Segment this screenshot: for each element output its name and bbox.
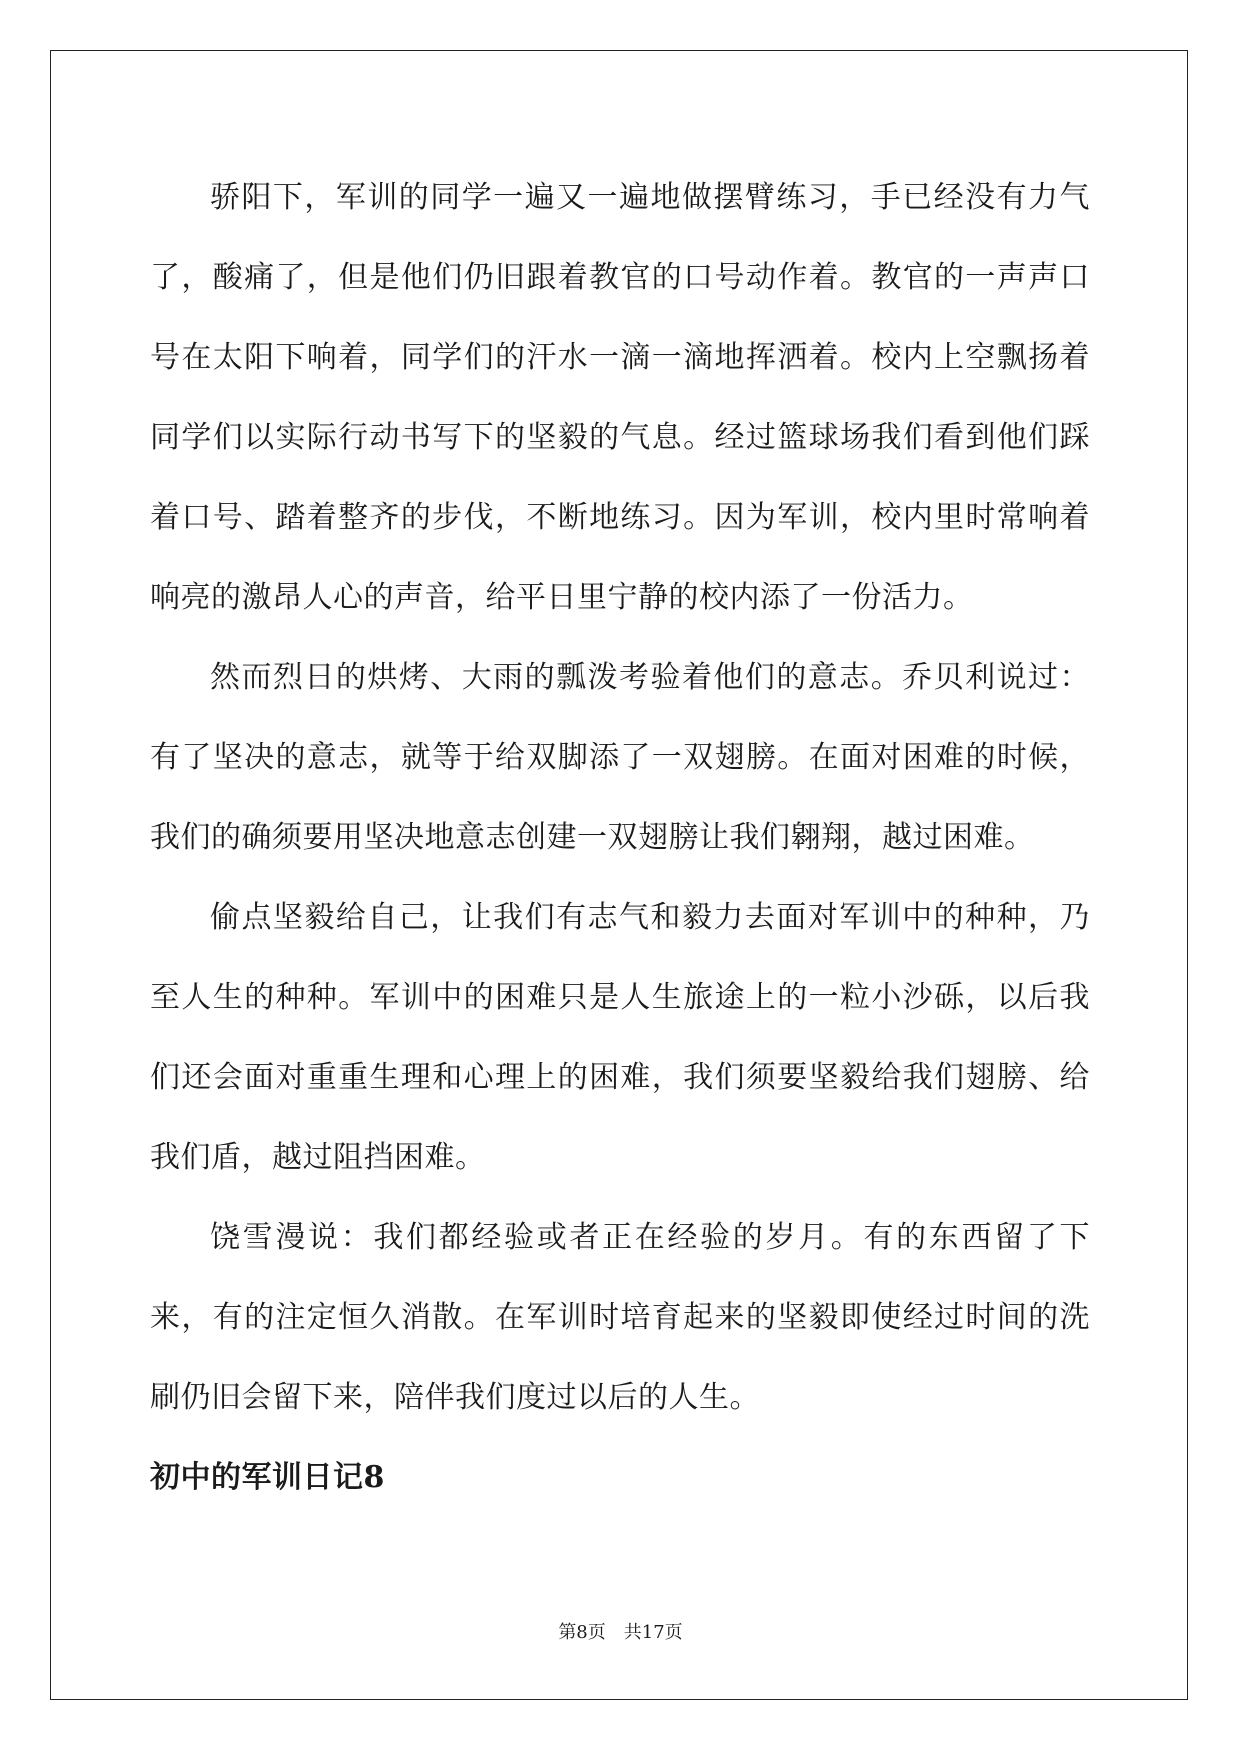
paragraph-2: 然而烈日的烘烤、大雨的瓢泼考验着他们的意志。乔贝利说过：有了坚决的意志，就等于给双脚添了一双翅膀。在面对困难的时候，我们的确须要用坚决地意志创建一双翅膀让我们翱翔，越过困难。	[150, 660, 1090, 855]
page-footer: 第8页 共17页	[558, 1622, 683, 1643]
paragraph-4: 饶雪漫说：我们都经验或者正在经验的岁月。有的东西留了下来，有的注定恒久消散。在军训时培育起来的坚毅即使经过时间的洗刷仍旧会留下来，陪伴我们度过以后的人生。	[150, 1220, 1090, 1415]
section-title: 初中的军训日记8	[150, 1460, 385, 1495]
paragraph-3: 偷点坚毅给自己，让我们有志气和毅力去面对军训中的种种，乃至人生的种种。军训中的困难只是人生旅途上的一粒小沙砾，以后我们还会面对重重生理和心理上的困难，我们须要坚毅给我们翅膀、给我们盾，越过阻挡困难。	[150, 900, 1090, 1175]
document-body	[150, 158, 1090, 1518]
paragraph-1: 骄阳下，军训的同学一遍又一遍地做摆臂练习，手已经没有力气了，酸痛了，但是他们仍旧跟着教官的口号动作着。教官的一声声口号在太阳下响着，同学们的汗水一滴一滴地挥洒着。校内上空飘扬着同学们以实际行动书写下的坚毅的气息。经过篮球场我们看到他们踩着口号、踏着整齐的步伐，不断地练习。因为军训，校内里时常响着响亮的激昂人心的声音，给平日里宁静的校内添了一份活力。	[150, 180, 1090, 615]
